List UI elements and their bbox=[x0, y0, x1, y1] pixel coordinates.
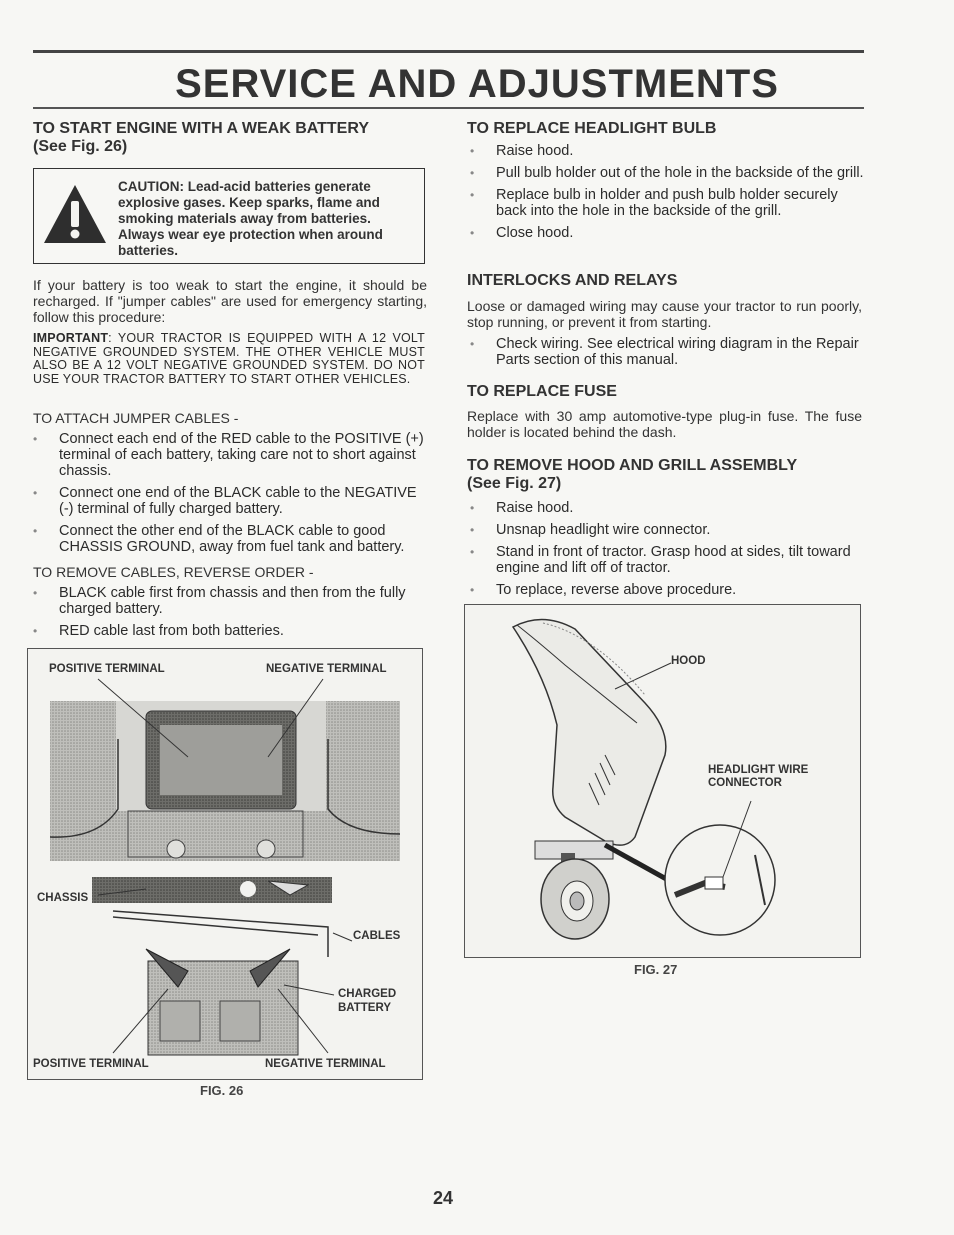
label-headlight-wire-line1: HEADLIGHT WIRE bbox=[708, 764, 809, 776]
list-item: • Connect the other end of the BLACK cable to good CHASSIS GROUND, away from fuel tank and battery. bbox=[29, 523, 425, 555]
title-underline bbox=[33, 107, 864, 109]
list-item: • Stand in front of tractor. Grasp hood at sides, tilt toward engine and lift off of tractor. bbox=[466, 544, 864, 576]
label-hood: HOOD bbox=[671, 655, 706, 667]
label-chassis: CHASSIS bbox=[37, 892, 89, 904]
headlight-title: TO REPLACE HEADLIGHT BULB bbox=[467, 120, 717, 137]
label-negative-terminal-top: NEGATIVE TERMINAL bbox=[266, 663, 387, 675]
list-item: • Close hood. bbox=[466, 225, 864, 241]
important-text: : YOUR TRACTOR IS EQUIPPED WITH A 12 VOLT NEGATIVE GROUNDED SYSTEM. THE OTHER VEHICLE MUST ALSO BE A 12 VOLT NEGATIVE GROUNDED SYSTEM. DO NOT USE YOUR TRACTOR BATTERY TO START OTHER VEHICLES. bbox=[33, 331, 425, 386]
hood-steps bbox=[466, 500, 864, 604]
list-item: • Raise hood. bbox=[466, 143, 864, 159]
remove-steps bbox=[29, 585, 425, 645]
figure-26 bbox=[27, 648, 423, 1080]
weak-battery-title-line1: TO START ENGINE WITH A WEAK BATTERY bbox=[33, 120, 369, 137]
remove-heading: TO REMOVE CABLES, REVERSE ORDER - bbox=[33, 564, 314, 580]
caution-text: CAUTION: Lead-acid batteries generate explosive gases. Keep sparks, flame and smoking materials away from batteries. Always wear eye protection when around batteries. bbox=[118, 179, 383, 258]
important-paragraph bbox=[33, 332, 425, 386]
label-charged: CHARGED bbox=[338, 988, 397, 1000]
fig26-caption: FIG. 26 bbox=[200, 1083, 244, 1098]
label-negative-terminal-bottom: NEGATIVE TERMINAL bbox=[265, 1058, 386, 1070]
page-title: SERVICE AND ADJUSTMENTS bbox=[175, 62, 779, 106]
hood-title bbox=[467, 457, 867, 493]
weak-battery-title-line2: (See Fig. 26) bbox=[33, 138, 128, 155]
attach-steps bbox=[29, 431, 425, 561]
fig27-caption: FIG. 27 bbox=[634, 962, 678, 977]
list-item: • To replace, reverse above procedure. bbox=[466, 582, 864, 598]
warning-triangle-icon bbox=[42, 183, 108, 245]
list-item: • Replace bulb in holder and push bulb holder securely back into the hole in the backside of the grill. bbox=[466, 187, 864, 219]
hood-title-line2: (See Fig. 27) bbox=[467, 475, 562, 492]
important-label: IMPORTANT bbox=[33, 331, 109, 345]
hood-grill-illustration bbox=[465, 605, 859, 956]
list-item: • Connect one end of the BLACK cable to the NEGATIVE (-) terminal of fully charged battery. bbox=[29, 485, 425, 517]
list-item: • Connect each end of the RED cable to the POSITIVE (+) terminal of each battery, taking care not to short against chassis. bbox=[29, 431, 425, 479]
weak-battery-title bbox=[33, 120, 433, 156]
figure-27 bbox=[464, 604, 861, 958]
list-item: • RED cable last from both batteries. bbox=[29, 623, 425, 639]
hood-title-line1: TO REMOVE HOOD AND GRILL ASSEMBLY bbox=[467, 457, 798, 474]
label-headlight-wire-line2: CONNECTOR bbox=[708, 777, 782, 789]
interlocks-text: Loose or damaged wiring may cause your tractor to run poorly, stop running, or prevent it from starting. bbox=[467, 298, 862, 330]
list-item: • Unsnap headlight wire connector. bbox=[466, 522, 864, 538]
intro-paragraph: If your battery is too weak to start the engine, it should be recharged. If "jumper cables" are used for emergency starting, follow this procedure: bbox=[33, 277, 427, 325]
list-item: • Pull bulb holder out of the hole in the backside of the grill. bbox=[466, 165, 864, 181]
caution-box bbox=[33, 168, 425, 264]
headlight-steps bbox=[466, 143, 864, 247]
top-rule bbox=[33, 50, 864, 53]
fuse-title: TO REPLACE FUSE bbox=[467, 383, 617, 400]
label-positive-terminal-top: POSITIVE TERMINAL bbox=[49, 663, 165, 675]
label-cables: CABLES bbox=[353, 930, 401, 942]
label-battery: BATTERY bbox=[338, 1002, 392, 1014]
label-positive-terminal-bottom: POSITIVE TERMINAL bbox=[33, 1058, 149, 1070]
page-number: 24 bbox=[433, 1188, 454, 1208]
attach-heading: TO ATTACH JUMPER CABLES - bbox=[33, 410, 239, 426]
list-item: • Raise hood. bbox=[466, 500, 864, 516]
fuse-text: Replace with 30 amp automotive-type plug-in fuse. The fuse holder is located behind the dash. bbox=[467, 408, 862, 440]
list-item: • Check wiring. See electrical wiring diagram in the Repair Parts section of this manual. bbox=[466, 336, 864, 368]
interlocks-title: INTERLOCKS AND RELAYS bbox=[467, 272, 678, 289]
interlocks-steps bbox=[466, 336, 864, 374]
list-item: • BLACK cable first from chassis and then from the fully charged battery. bbox=[29, 585, 425, 617]
